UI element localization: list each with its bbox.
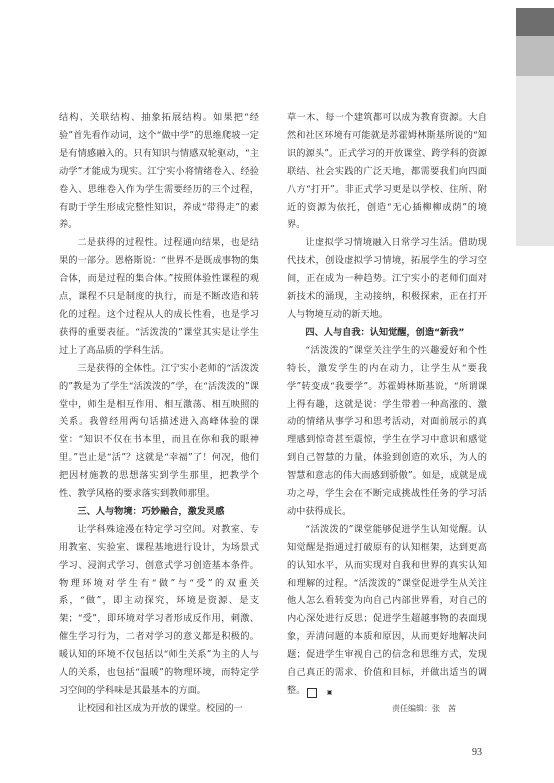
paragraph <box>287 234 487 324</box>
paragraph <box>59 234 259 359</box>
editor-credit: 责任编辑：张 茜 <box>392 704 456 713</box>
paragraph <box>287 521 487 700</box>
section-heading <box>59 503 259 521</box>
section-side-tab <box>508 0 554 250</box>
paragraph-text: 二是获得的过程性。过程通向结果，也是结果的一部分。恩格斯说：“世界不是既成事物的集合体，而是过程的集合体。”按照体验性课程的观点，课程不只是制度的执行，而是不断改造和转化的过程。这个过程从人的成长性看，也是学习获得的重要表征。“活泼泼的”课堂其实是让学生过上了高品质的学科生活。 <box>59 237 259 356</box>
paragraph-text: 三是获得的全体性。江宁实小老师的“活泼泼的”教是为了学生“活泼泼的”学，在“活泼泼的”课堂中，师生是相互作用、相互激荡、相互映照的关系。我曾经用两句话描述进入高峰体验的课堂：“知识不仅在书本里，而且在你和我的眼神里。”岂止是“活”？这就是“幸福”了！何况，他们把因材施教的思想落实到学生那里，把教学个性、教学风格的要求落实到教师那里。 <box>59 362 259 500</box>
paragraph <box>59 700 259 718</box>
paragraph-text: 四、人与自我：认知觉醒，创造“新我” <box>305 326 465 338</box>
side-tab-mid-block <box>516 36 554 76</box>
paragraph-text: 三、人与物境：巧妙融合，激发灵感 <box>77 505 225 517</box>
article-end-icon: ▣ <box>307 688 317 698</box>
paragraph-text: “活泼泼的”课堂能够促进学生认知觉醒。认知觉醒是指通过打破原有的认知框架，达到更高的认知水平，从而实现对自我和世界的真实认知和理解的过程。“活泼泼的”课堂促进学生从关注他人怎么看转变为向自己内部世界看，对自己的内心深处进行反思；促进学生超越事物的表面现象，弄清问题的本质和原因，从而更好地解决问题；促进学生审视自己的信念和思维方式，发现自己真正的需求、价值和目标，并做出适当的调整。 <box>287 523 487 696</box>
paragraph <box>59 360 259 503</box>
paragraph <box>287 342 487 521</box>
paragraph <box>287 109 487 234</box>
side-tab-dark-block <box>516 8 554 36</box>
paragraph-text: “活泼泼的”课堂关注学生的兴趣爱好和个性特长，激发学生的内在动力，让学生从“要我学”转变成“我要学”。苏霍姆林斯基说，“所谓课上得有趣，这就是说：学生带着一种高涨的、激动的情绪从事学习和思考活动，对面前展示的真理感到惊奇甚至震惊，学生在学习中意识和感觉到自己智慧的力量，体验到创造的欢乐，为人的智慧和意志的伟大而感到骄傲”。如是，成就是成功之母，学生会在不断完成挑战性任务的学习活动中获得成长。 <box>287 344 487 517</box>
paragraph-text: 让虚拟学习情境融入日常学习生活。借助现代技术，创设虚拟学习情境，拓展学生的学习空间，正在成为一种趋势。江宁实小的老师们面对新技术的涌现，主动接纳，积极探索，正在打开人与物境互动的新天地。 <box>287 237 487 320</box>
section-heading <box>287 324 487 342</box>
paragraph-text: 让学科殊途漫在特定学习空间。对教室、专用教室、实验室、课程基地进行设计，为场景式学习、浸润式学习、创意式学习创造基本条件。物理环境对学生有“做”与“受”的双重关系，“做”，即主动探究，环境是资源、是支架；“受”，即环境对学习者形成反作用，刺激、催生学习行为，二者对学习的意义都是积极的。暖认知的环境不仅包括以“师生关系”为主的人与人的关系，也包括“温暖”的物理环境，而特定学习空间的学科味是其最基本的方面。 <box>59 523 259 696</box>
paragraph-text: 让校园和社区成为开放的课堂。校园的一 <box>77 702 243 714</box>
left-text-column <box>59 109 259 718</box>
paragraph-text: 草一木、每一个建筑都可以成为教育资源。大自然和社区环境有可能就是苏霍姆林斯基所说的“知识的源头”。正式学习的开放课堂、跨学科的资源联结、社会实践的广泛天地，都需要我们向四面八方“打开”。非正式学习更是以学校、住所、附近的资源为依托，创造“无心插柳柳成荫”的境界。 <box>287 112 487 231</box>
paragraph <box>59 521 259 700</box>
page-number: 93 <box>472 747 482 758</box>
paragraph <box>59 109 259 234</box>
paragraph-text: 结构、关联结构、抽象拓展结构。如果把“经验”首先看作动词，这个“做中学”的思维爬坡一定是有情感融入的。只有知识与情感双轮驱动，“主动学”才能成为现实。江宁实小将情绪卷入、经验卷入、思维卷入作为学生需要经历的三个过程，有助于学生形成完整性知识，养成“带得走”的素养。 <box>59 112 259 231</box>
side-tab-light-block <box>516 76 554 246</box>
right-text-column <box>287 109 487 700</box>
